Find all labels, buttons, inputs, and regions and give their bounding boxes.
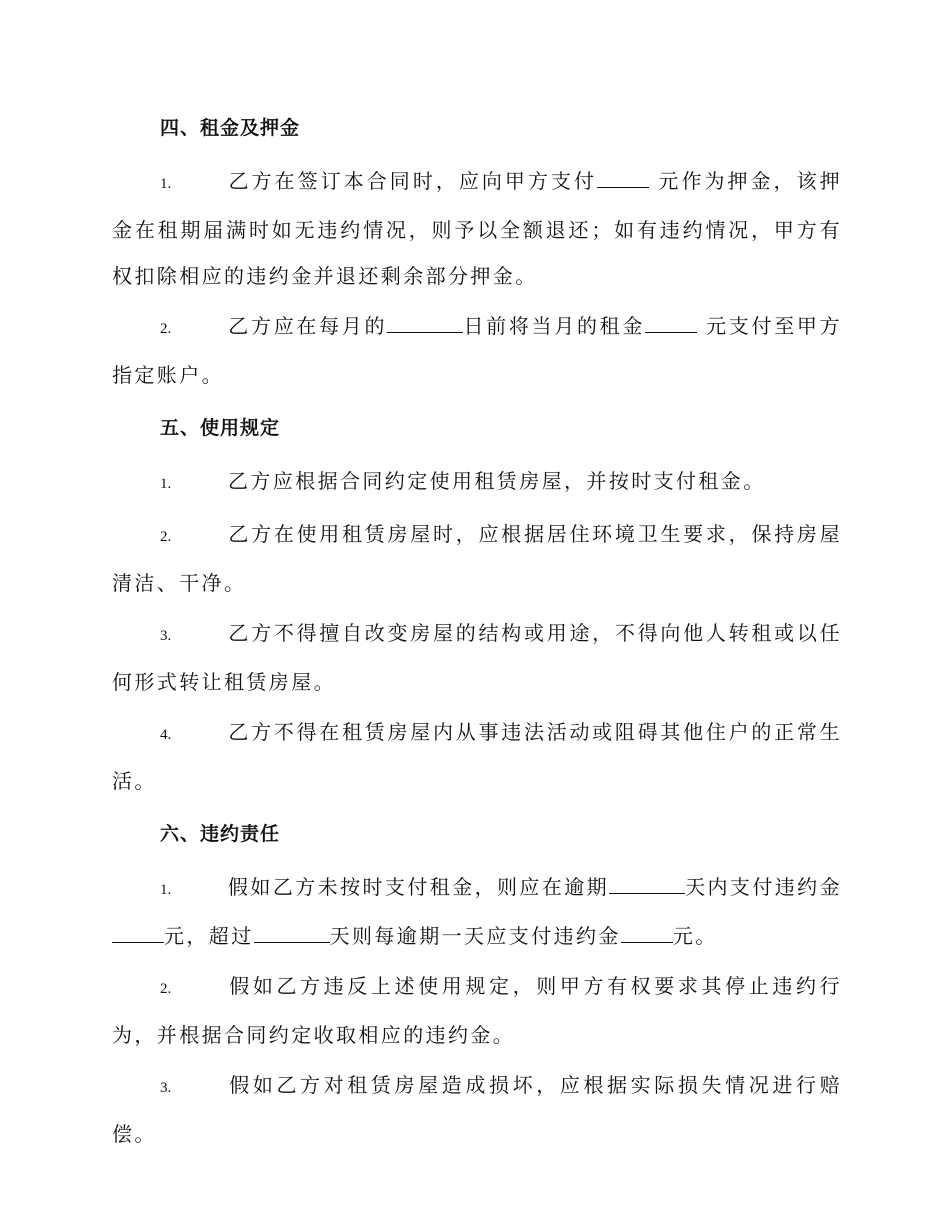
penalty-amount-blank xyxy=(112,920,164,943)
clause-text: 日前将当月的租金 xyxy=(463,314,646,338)
clause-text: 天内支付违约金 xyxy=(685,875,842,899)
clause-text: 假如乙方对租赁房屋造成损坏，应根据实际损失情况进行赔偿。 xyxy=(112,1073,842,1146)
clause-text: 乙方在签订本合同时，应向甲方支付 xyxy=(228,169,598,193)
section-heading-usage: 五、使用规定 xyxy=(160,417,281,439)
clause-number: 1. xyxy=(160,176,172,192)
clause-text: 假如乙方未按时支付租金，则应在逾期 xyxy=(228,875,610,899)
clause-text: 元。 xyxy=(672,924,718,948)
liability-clause-3 xyxy=(112,1062,842,1157)
clause-number: 2. xyxy=(160,529,172,545)
daily-penalty-blank xyxy=(621,920,673,943)
liability-clause-2 xyxy=(112,963,842,1058)
section-heading-liability: 六、违约责任 xyxy=(160,823,281,845)
clause-text: 天则每逾期一天应支付违约金 xyxy=(329,924,621,948)
clause-text: 乙方不得擅自改变房屋的结构或用途，不得向他人转租或以任何形式转让租赁房屋。 xyxy=(112,621,842,694)
clause-number: 3. xyxy=(160,628,172,644)
clause-text: 乙方不得在租赁房屋内从事违法活动或阻碍其他住户的正常生活。 xyxy=(112,720,842,793)
usage-clause-4 xyxy=(112,709,842,804)
usage-clause-2 xyxy=(112,511,842,606)
payment-day-blank xyxy=(387,310,463,333)
clause-text: 元作为押金，该押金在租期届满时如无违约情况，则予以全额退还；如有违约情况，甲方有权扣除相应的违约金并退还剩余部分押金。 xyxy=(112,169,842,288)
deposit-clause-1 xyxy=(112,158,842,299)
clause-number: 1. xyxy=(160,476,172,492)
clause-number: 3. xyxy=(160,1080,172,1096)
liability-clause-1 xyxy=(112,864,842,959)
clause-number: 2. xyxy=(160,321,172,337)
deposit-amount-blank xyxy=(597,165,649,188)
rent-amount-blank xyxy=(645,310,697,333)
deposit-clause-2 xyxy=(112,303,842,398)
clause-text: 乙方应根据合同约定使用租赁房屋，并按时支付租金。 xyxy=(228,469,766,493)
contract-body xyxy=(112,108,842,1161)
section-heading-deposit: 四、租金及押金 xyxy=(160,117,301,139)
clause-text: 元，超过 xyxy=(164,924,254,948)
exceed-days-blank xyxy=(254,920,330,943)
usage-clause-3 xyxy=(112,610,842,705)
clause-text: 乙方应在每月的 xyxy=(228,314,388,338)
clause-number: 1. xyxy=(160,882,172,898)
overdue-days-blank xyxy=(609,871,685,894)
clause-number: 2. xyxy=(160,981,172,997)
usage-clause-1 xyxy=(112,458,842,507)
clause-text: 乙方在使用租赁房屋时，应根据居住环境卫生要求，保持房屋清洁、干净。 xyxy=(112,522,842,595)
clause-text: 元支付至甲方指定账户。 xyxy=(112,314,842,387)
clause-text: 假如乙方违反上述使用规定，则甲方有权要求其停止违约行为，并根据合同约定收取相应的违约金。 xyxy=(112,974,842,1047)
clause-number: 4. xyxy=(160,727,172,743)
